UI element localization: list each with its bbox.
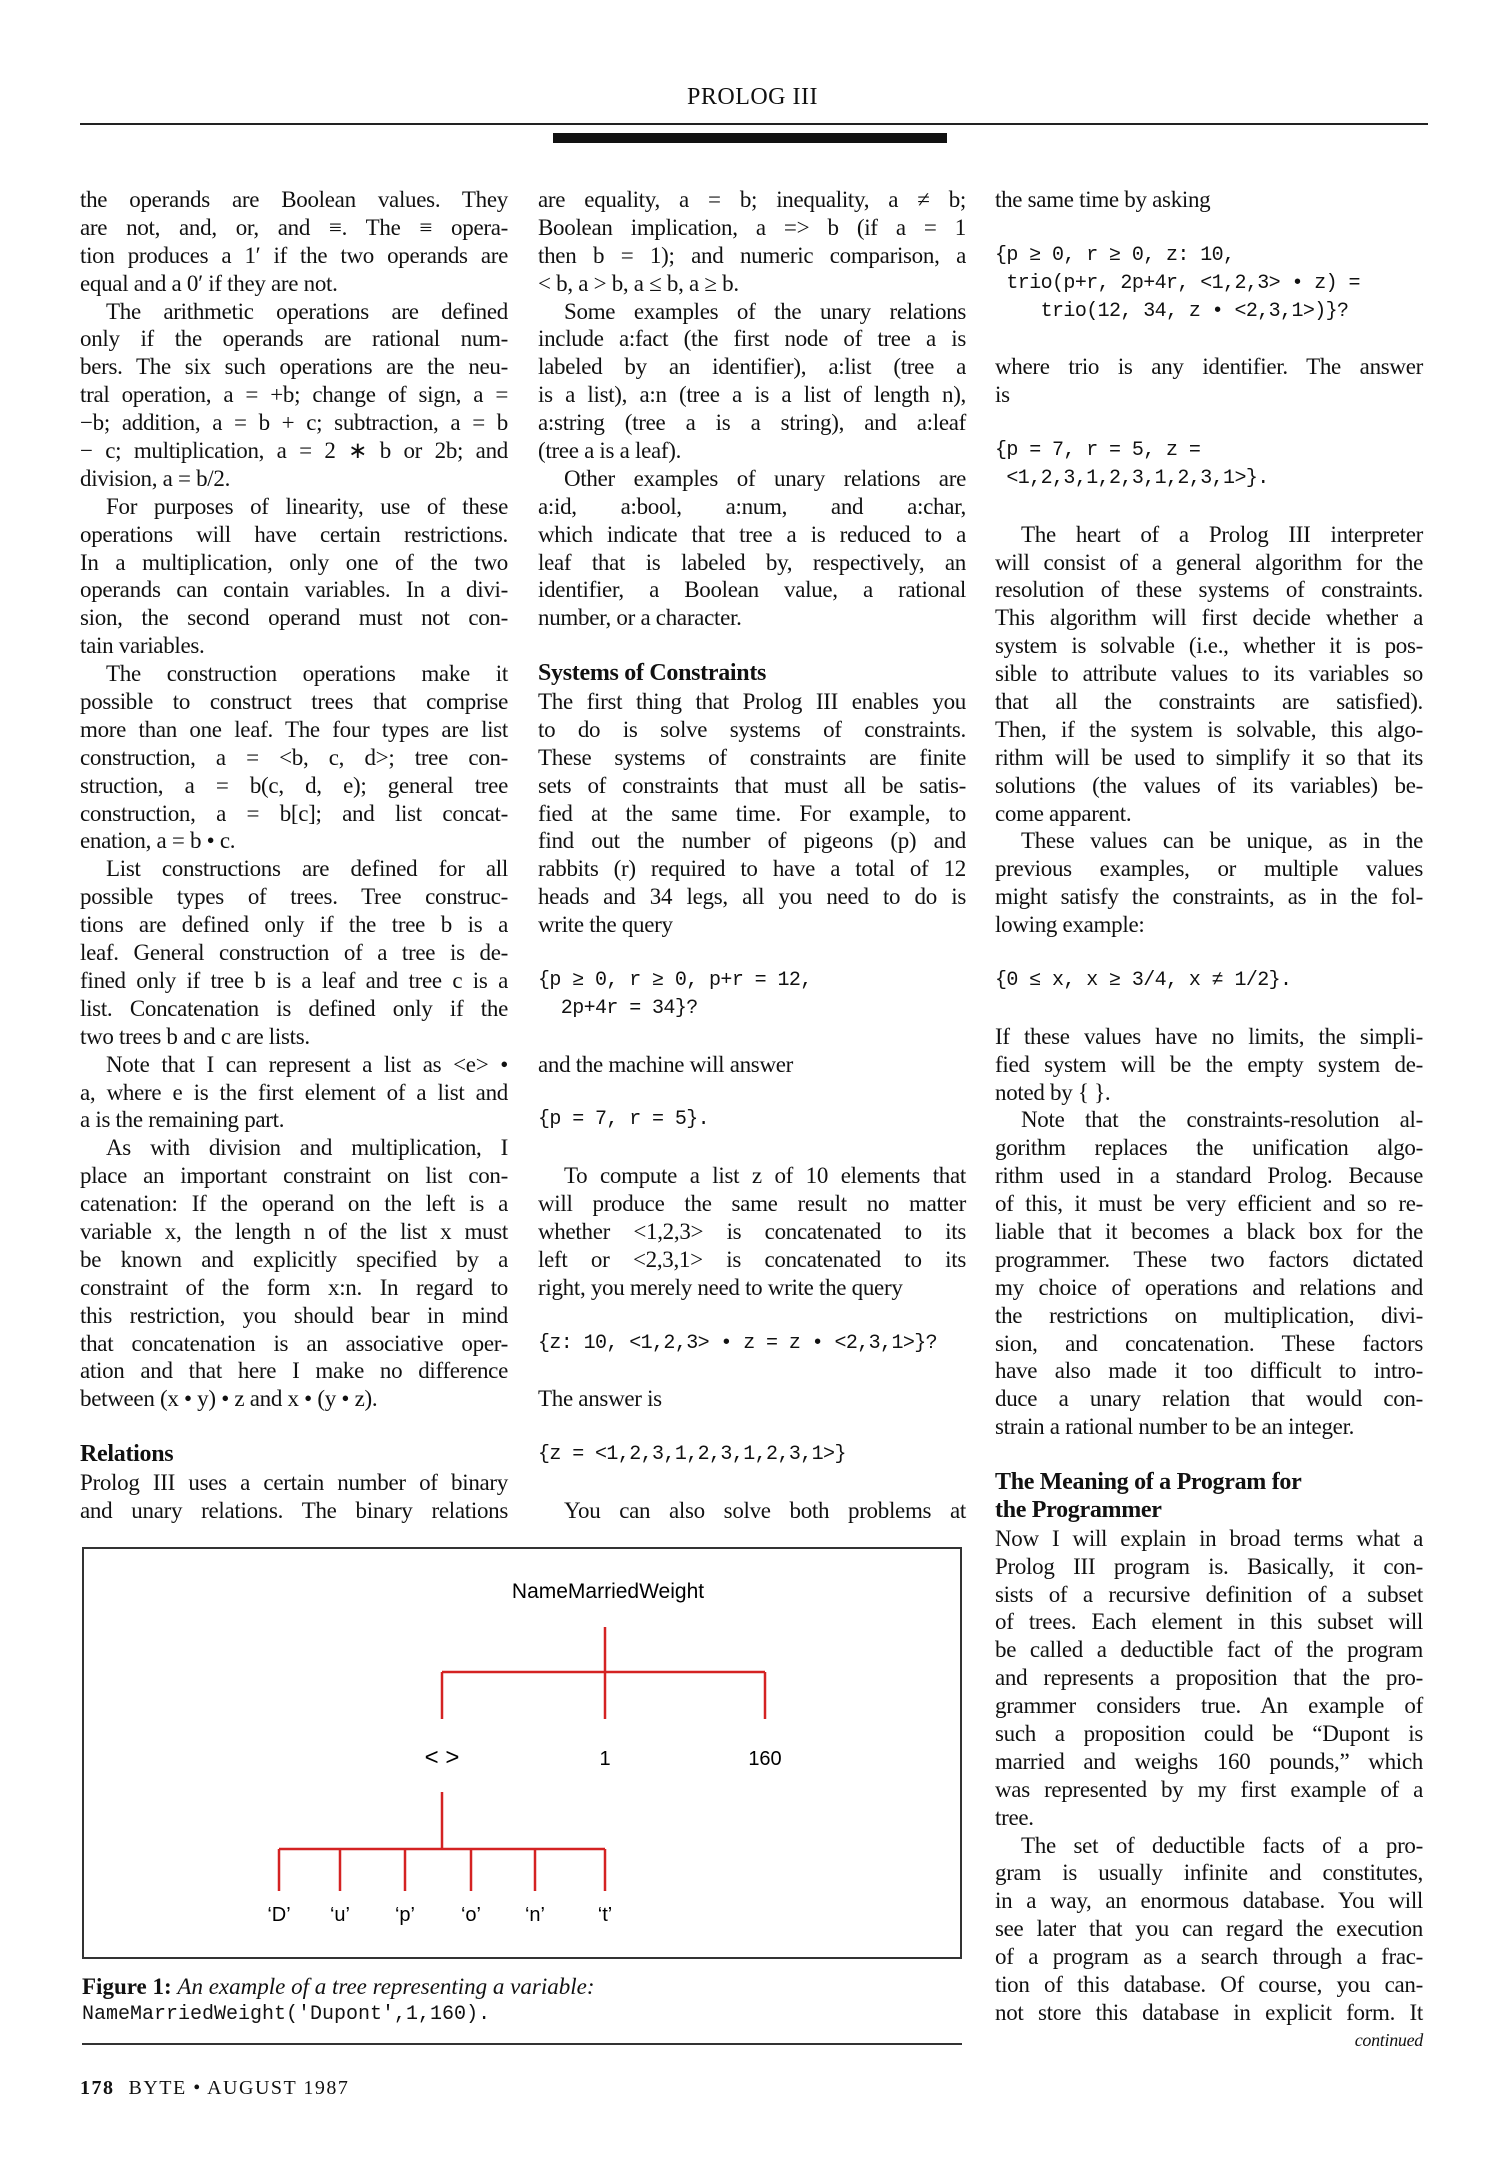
paragraph-line: leaf that is labeled by, respectively, an [538, 549, 966, 575]
section-heading: The Meaning of a Program for [995, 1468, 1302, 1495]
code-line: {p = 7, r = 5}. [538, 1108, 710, 1132]
paragraph-line: lowing example: [995, 912, 1145, 938]
paragraph-line: between (x • y) • z and x • (y • z). [80, 1386, 378, 1412]
paragraph-line: liable that it becomes a black box for the [995, 1218, 1423, 1244]
paragraph-line: Note that I can represent a list as <e> • [106, 1051, 508, 1077]
paragraph-line: of trees. Each element in this subset will [995, 1609, 1423, 1635]
paragraph-line: labeled by an identifier), a:list (tree a [538, 354, 966, 380]
paragraph-line: equal and a 0′ if they are not. [80, 270, 338, 296]
paragraph-line: is [995, 382, 1010, 408]
paragraph-line: of a program as a search through a frac- [995, 1944, 1423, 1970]
tree-leaf-label: ‘t’ [597, 1904, 613, 1926]
paragraph-line: of this, it must be very efficient and so re- [995, 1191, 1423, 1217]
paragraph-line: construction, a = b[c]; and list concat- [80, 800, 508, 826]
paragraph-line: left or <2,3,1> is concatenated to its [538, 1246, 966, 1272]
paragraph-line: a:id, a:bool, a:num, and a:char, [538, 493, 966, 519]
paragraph-line: and unary relations. The binary relations [80, 1497, 508, 1523]
paragraph-line: leaf. General construction of a tree is de- [80, 940, 508, 966]
paragraph-line: that all the constraints are satisfied). [995, 689, 1423, 715]
paragraph-line: tain variables. [80, 633, 205, 659]
paragraph-line: tions are defined only if the tree b is a [80, 912, 508, 938]
code-line: trio(12, 34, z • <2,3,1>)}? [995, 299, 1349, 323]
paragraph-line: tral operation, a = +b; change of sign, a = [80, 382, 508, 408]
paragraph-line: fied system will be the empty system de- [995, 1051, 1423, 1077]
paragraph-line: will produce the same result no matter [538, 1191, 966, 1217]
paragraph-line: strain a rational number to be an integer. [995, 1414, 1355, 1440]
paragraph-line: married and weighs 160 pounds,” which [995, 1748, 1423, 1774]
paragraph-line: rabbits (r) required to have a total of 12 [538, 856, 966, 882]
paragraph-line: system is solvable (i.e., whether it is pos- [995, 633, 1423, 659]
caption-code: NameMarriedWeight('Dupont',1,160). [82, 2003, 491, 2026]
paragraph-line: Other examples of unary relations are [564, 465, 966, 491]
paragraph-line: rithm used in a standard Prolog. Because [995, 1163, 1423, 1189]
paragraph-line: might satisfy the constraints, as in the fol- [995, 884, 1423, 910]
paragraph-line: and the machine will answer [538, 1051, 794, 1077]
paragraph-line: list. Concatenation is defined only if the [80, 995, 508, 1021]
tree-leaf-label: ‘o’ [460, 1904, 482, 1926]
paragraph-line: whether <1,2,3> is concatenated to its [538, 1218, 966, 1244]
paragraph-line: sion, and concatenation. These factors [995, 1330, 1423, 1356]
paragraph-line: are not, and, or, and ≡. The ≡ opera- [80, 214, 508, 240]
paragraph-line: a is the remaining part. [80, 1107, 285, 1133]
paragraph-line: be known and explicitly specified by a [80, 1246, 508, 1272]
paragraph-line: fied at the same time. For example, to [538, 800, 966, 826]
paragraph-line: These systems of constraints are finite [538, 744, 966, 770]
paragraph-line: see later that you can regard the execution [995, 1916, 1423, 1942]
paragraph-line: catenation: If the operand on the left is a [80, 1191, 508, 1217]
paragraph-line: two trees b and c are lists. [80, 1023, 310, 1049]
section-heading: Relations [80, 1441, 174, 1468]
paragraph-line: my choice of operations and relations and [995, 1274, 1423, 1300]
paragraph-line: The arithmetic operations are defined [106, 298, 508, 324]
code-line: {0 ≤ x, x ≥ 3/4, x ≠ 1/2}. [995, 968, 1292, 992]
paragraph-line: the restrictions on multiplication, divi- [995, 1302, 1423, 1328]
page-footer [80, 2077, 349, 2100]
paragraph-line: include a:fact (the first node of tree a is [538, 326, 966, 352]
paragraph-line: Now I will explain in broad terms what a [995, 1525, 1423, 1551]
code-line: {z = <1,2,3,1,2,3,1,2,3,1>} [538, 1443, 846, 1467]
paragraph-line: possible types of trees. Tree construc- [80, 884, 508, 910]
paragraph-line: place an important constraint on list con- [80, 1163, 508, 1189]
paragraph-line: You can also solve both problems at [564, 1497, 966, 1523]
publication-line: BYTE • AUGUST 1987 [128, 2077, 350, 2099]
paragraph-line: have also made it too difficult to intro- [995, 1358, 1423, 1384]
paragraph-line: tion of this database. Of course, you can- [995, 1972, 1423, 1997]
paragraph-line: The answer is [538, 1386, 662, 1412]
paragraph-line: List constructions are defined for all [106, 856, 508, 882]
paragraph-line: identifier, a Boolean value, a rational [538, 577, 966, 603]
paragraph-line: noted by { }. [995, 1079, 1111, 1105]
paragraph-line: such a proposition could be “Dupont is [995, 1720, 1423, 1746]
paragraph-line: Note that the constraints-resolution al- [1021, 1107, 1423, 1133]
paragraph-line: Some examples of the unary relations [564, 298, 966, 324]
paragraph-line: The first thing that Prolog III enables you [538, 689, 966, 715]
tree-leaf-label: ‘n’ [524, 1904, 546, 1926]
code-line: {p ≥ 0, r ≥ 0, p+r = 12, [538, 968, 812, 992]
tree-leaf-label: ‘u’ [329, 1904, 351, 1926]
paragraph-line: find out the number of pigeons (p) and [538, 828, 966, 854]
tree-leaf-label: ‘D’ [267, 1904, 291, 1926]
paragraph-line: be called a deductible fact of the program [995, 1637, 1423, 1663]
paragraph-line: is a list), a:n (tree a is a list of length n), [538, 382, 966, 408]
paragraph-line: This algorithm will first decide whether a [995, 605, 1423, 631]
paragraph-line: write the query [538, 912, 673, 938]
tree-child-label: < > [424, 1744, 460, 1771]
paragraph-line: was represented by my first example of a [995, 1776, 1423, 1802]
paragraph-line: number, or a character. [538, 605, 742, 631]
paragraph-line: gram is usually infinite and constitutes, [995, 1860, 1423, 1886]
code-line: 2p+4r = 34}? [538, 996, 698, 1020]
paragraph-line: Then, if the system is solvable, this algo- [995, 716, 1423, 742]
paragraph-line: heads and 34 legs, all you need to do is [538, 884, 966, 910]
paragraph-line: right, you merely need to write the query [538, 1274, 903, 1300]
paragraph-line: resolution of these systems of constraints. [995, 577, 1423, 603]
code-line: trio(p+r, 2p+4r, <1,2,3> • z) = [995, 271, 1360, 295]
paragraph-line: rithm will be used to simplify it so that its [995, 744, 1423, 770]
paragraph-line: Boolean implication, a => b (if a = 1 [538, 214, 966, 240]
paragraph-line: come apparent. [995, 800, 1132, 826]
paragraph-line: tree. [995, 1804, 1034, 1830]
paragraph-line: a:string (tree a is a string), and a:leaf [538, 410, 966, 436]
paragraph-line: −b; addition, a = b + c; subtraction, a = b [80, 410, 508, 436]
paragraph-line: If these values have no limits, the simpli- [995, 1023, 1423, 1049]
code-line: {z: 10, <1,2,3> • z = z • <2,3,1>}? [538, 1331, 938, 1355]
paragraph-line: duce a unary relation that would con- [995, 1386, 1423, 1412]
paragraph-line: The set of deductible facts of a pro- [1021, 1832, 1423, 1858]
paragraph-line: − c; multiplication, a = 2 ∗ b or 2b; and [80, 438, 508, 464]
section-heading: the Programmer [995, 1496, 1162, 1523]
paragraph-line: will consist of a general algorithm for the [995, 549, 1423, 575]
paragraph-line: ation and that here I make no difference [80, 1358, 508, 1384]
paragraph-line: previous examples, or multiple values [995, 856, 1423, 882]
paragraph-line: sible to attribute values to its variables so [995, 661, 1423, 687]
paragraph-line: gorithm replaces the unification algo- [995, 1135, 1423, 1161]
paragraph-line: bers. The six such operations are the neu- [80, 354, 508, 380]
paragraph-line: The construction operations make it [106, 661, 508, 687]
paragraph-line: struction, a = b(c, d, e); general tree [80, 772, 508, 798]
paragraph-line: more than one leaf. The four types are list [80, 716, 508, 742]
paragraph-line: programmer. These two factors dictated [995, 1246, 1423, 1272]
paragraph-line: The heart of a Prolog III interpreter [1021, 521, 1423, 547]
paragraph-line: grammer considers true. An example of [995, 1693, 1423, 1719]
paragraph-line: constraint of the form x:n. In regard to [80, 1274, 508, 1300]
paragraph-line: Prolog III program is. Basically, it con- [995, 1553, 1423, 1579]
code-line: {p ≥ 0, r ≥ 0, z: 10, [995, 243, 1235, 267]
code-line: {p = 7, r = 5, z = [995, 439, 1201, 463]
paragraph-line: where trio is any identifier. The answer [995, 354, 1423, 380]
paragraph-line: These values can be unique, as in the [1021, 828, 1423, 854]
paragraph-line: in a way, an enormous database. You will [995, 1888, 1423, 1914]
paragraph-line: and represents a proposition that the pro- [995, 1665, 1423, 1691]
paragraph-line: operands can contain variables. In a divi- [80, 577, 508, 603]
paragraph-line: to do is solve systems of constraints. [538, 716, 966, 742]
paragraph-line: are equality, a = b; inequality, a ≠ b; [538, 187, 966, 212]
paragraph-line: As with division and multiplication, I [106, 1135, 508, 1161]
paragraph-line: In a multiplication, only one of the two [80, 549, 508, 575]
paragraph-line: tion produces a 1′ if the two operands are [80, 242, 508, 268]
paragraph-line: Prolog III uses a certain number of binary [80, 1469, 508, 1495]
page-number: 178 [80, 2077, 115, 2099]
paragraph-line: the same time by asking [995, 187, 1211, 212]
caption-text: An example of a tree representing a variable: [177, 1974, 595, 1999]
paragraph-line: sists of a recursive definition of a subset [995, 1581, 1423, 1607]
continued-note: continued [1354, 2029, 1423, 2050]
paragraph-line: the operands are Boolean values. They [80, 187, 508, 212]
paragraph-line: division, a = b/2. [80, 465, 231, 491]
paragraph-line: variable x, the length n of the list x must [80, 1218, 508, 1244]
paragraph-line: sion, the second operand must not con- [80, 605, 508, 631]
paragraph-line: not store this database in explicit form. It [995, 1999, 1423, 2025]
paragraph-line: fined only if tree b is a leaf and tree c is a [80, 967, 508, 993]
tree-child-label: 1 [599, 1748, 611, 1770]
tree-root-label: NameMarriedWeight [511, 1580, 705, 1603]
section-heading: Systems of Constraints [538, 660, 767, 687]
paragraph-line: a, where e is the first element of a list and [80, 1079, 508, 1105]
figure-caption [82, 1973, 594, 2029]
paragraph-line: possible to construct trees that comprise [80, 689, 508, 715]
paragraph-line: For purposes of linearity, use of these [106, 493, 508, 519]
paragraph-line: enation, a = b • c. [80, 828, 236, 854]
paragraph-line: only if the operands are rational num- [80, 326, 508, 352]
paragraph-line: (tree a is a leaf). [538, 438, 682, 464]
paragraph-line: < b, a > b, a ≤ b, a ≥ b. [538, 270, 739, 296]
paragraph-line: solutions (the values of its variables) be- [995, 772, 1423, 798]
caption-label: Figure 1: [82, 1974, 172, 1999]
paragraph-line: which indicate that tree a is reduced to a [538, 521, 966, 547]
paragraph-line: then b = 1); and numeric comparison, a [538, 242, 966, 268]
paragraph-line: that concatenation is an associative oper- [80, 1330, 508, 1356]
code-line: <1,2,3,1,2,3,1,2,3,1>}. [995, 466, 1269, 490]
tree-leaf-label: ‘p’ [394, 1904, 416, 1926]
paragraph-line: construction, a = <b, c, d>; tree con- [80, 744, 508, 770]
figure-bottom-rule [82, 2043, 962, 2045]
paragraph-line: this restriction, you should bear in mind [80, 1302, 508, 1328]
paragraph-line: To compute a list z of 10 elements that [564, 1163, 966, 1189]
paragraph-line: operations will have certain restrictions. [80, 521, 508, 547]
running-head: PROLOG III [687, 84, 818, 110]
tree-child-label: 160 [748, 1748, 782, 1770]
paragraph-line: sets of constraints that must all be satis- [538, 772, 966, 798]
